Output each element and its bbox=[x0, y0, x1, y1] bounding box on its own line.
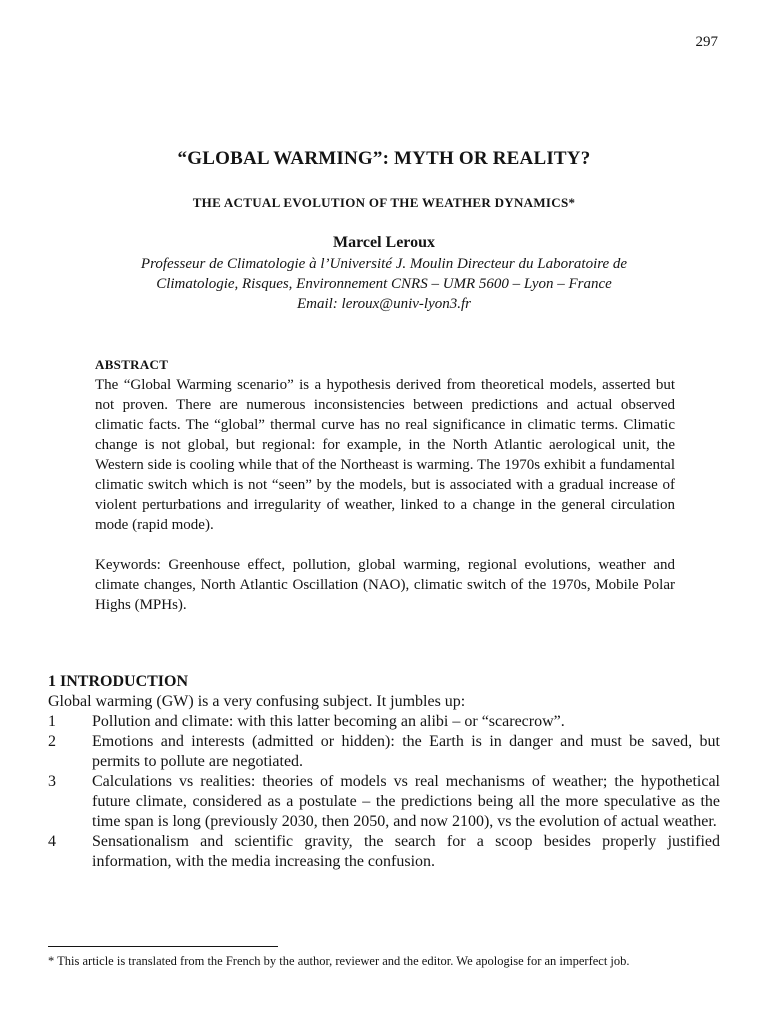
section-heading: 1 INTRODUCTION bbox=[48, 673, 189, 690]
intro-lead-text: Global warming (GW) is a very confusing subject. It jumbles up: bbox=[48, 693, 466, 710]
affiliation-line: Climatologie, Risques, Environnement CNRS – UMR 5600 – Lyon – France bbox=[156, 276, 612, 292]
list-item-text: Sensationalism and scientific gravity, the search for a scoop besides properly justified information, with the media increasing the confusion. bbox=[92, 833, 720, 870]
author-affiliation bbox=[60, 254, 708, 314]
list-item-text: Emotions and interests (admitted or hidden): the Earth is in danger and must be saved, but permits to pollute are negotiated. bbox=[92, 733, 720, 770]
article-subtitle: THE ACTUAL EVOLUTION OF THE WEATHER DYNAMICS* bbox=[192, 195, 576, 210]
affiliation-line: Professeur de Climatologie à l’Université J. Moulin Directeur du Laboratoire de bbox=[140, 256, 628, 272]
page-number: 297 bbox=[695, 34, 718, 50]
author-email: Email: leroux@univ-lyon3.fr bbox=[296, 296, 472, 312]
list-item-number: 2 bbox=[48, 733, 56, 750]
list-item-text: Calculations vs realities: theories of models vs real mechanisms of weather; the hypothetical future climate, considered as a postulate – the predictions being all the more speculative as the time span is long (previously 2030, then 2050, and now 2100), vs the evolution of actual weather. bbox=[92, 773, 720, 830]
list-item-number: 4 bbox=[48, 833, 56, 850]
footnote-divider bbox=[48, 946, 278, 947]
author-name: Marcel Leroux bbox=[332, 234, 436, 251]
list-item-text: Pollution and climate: with this latter becoming an alibi – or “scarecrow”. bbox=[92, 713, 565, 730]
list-item-number: 3 bbox=[48, 773, 56, 790]
list-item bbox=[48, 712, 720, 732]
abstract-section bbox=[95, 353, 675, 615]
list-item bbox=[48, 772, 720, 832]
keywords: Keywords: Greenhouse effect, pollution, global warming, regional evolutions, weather and climate changes, North Atlantic Oscillation (NAO), climatic switch of the 1970s, Mobile Polar Highs (MPHs). bbox=[95, 557, 675, 613]
intro-list bbox=[48, 712, 720, 872]
article-title: “GLOBAL WARMING”: MYTH OR REALITY? bbox=[177, 148, 591, 169]
list-item bbox=[48, 832, 720, 872]
list-item bbox=[48, 732, 720, 772]
abstract-heading: ABSTRACT bbox=[95, 357, 169, 372]
abstract-text: The “Global Warming scenario” is a hypothesis derived from theoretical models, asserted but not proven. There are numerous inconsistencies between predictions and actual observed climatic facts. The “global” thermal curve has no real significance in climatic terms. Climatic change is not global, but regional: for example, in the North Atlantic aerological unit, the Western side is cooling while that of the Northeast is warming. The 1970s exhibit a fundamental climatic switch which is not “seen” by the models, but is associated with a gradual increase of violent perturbations and irregularity of weather, linked to a change in the general circulation mode (rapid mode). bbox=[95, 377, 675, 533]
introduction-section bbox=[48, 672, 720, 872]
list-item-number: 1 bbox=[48, 713, 56, 730]
footnote: * This article is translated from the French by the author, reviewer and the editor. We apologise for an imperfect job. bbox=[48, 954, 630, 968]
